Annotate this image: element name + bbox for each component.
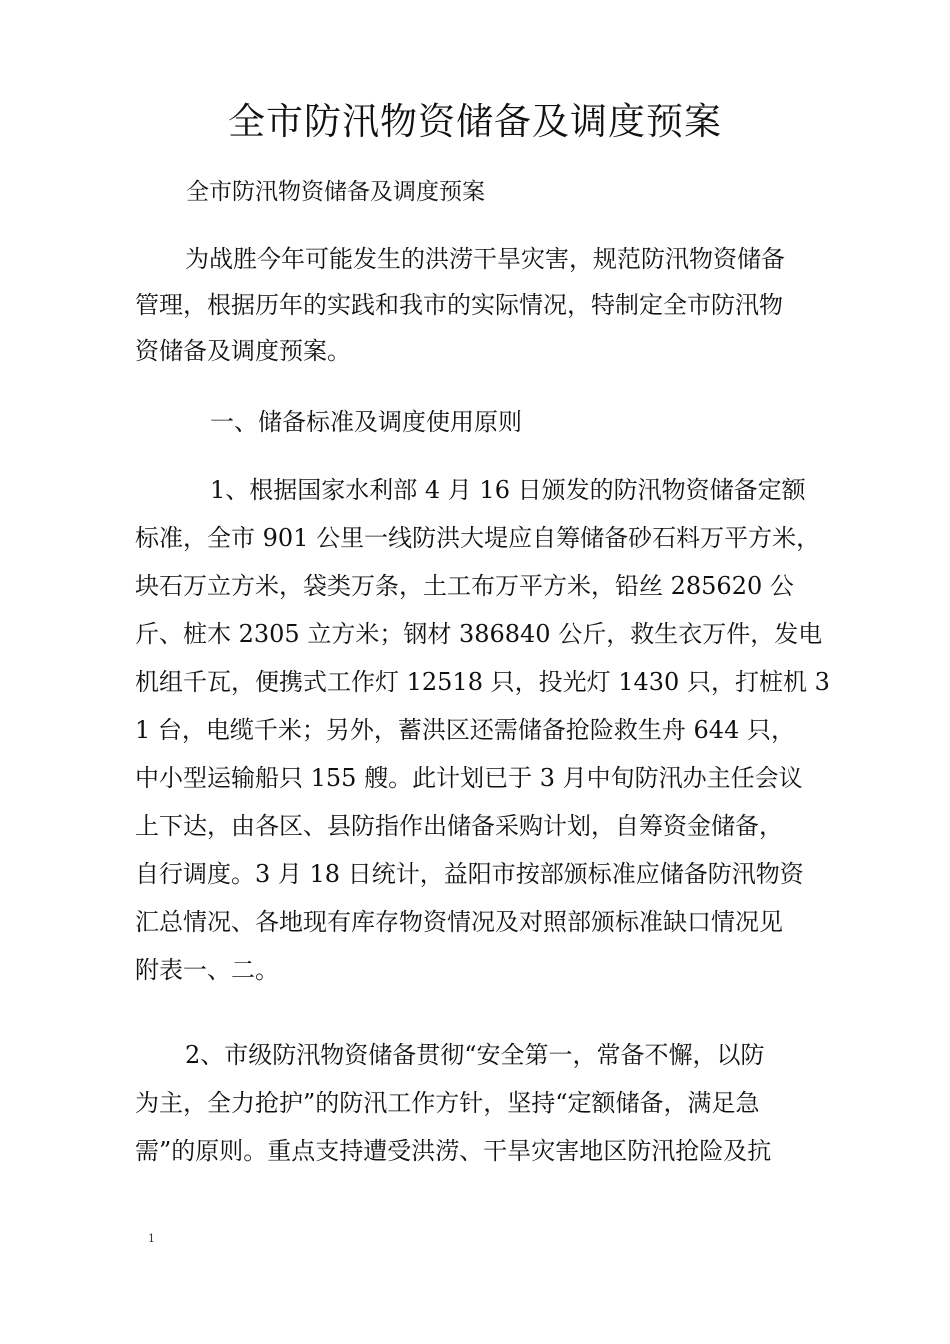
item-1-line: 上下达，由各区、县防指作出储备采购计划，自筹资金储备， [135,812,783,840]
item-2-line: 需”的原则。重点支持遭受洪涝、干旱灾害地区防汛抢险及抗 [135,1137,772,1165]
item-1-line: 汇总情况、各地现有库存物资情况及对照部颁标准缺口情况见 [135,908,783,936]
intro-line: 为战胜今年可能发生的洪涝干旱灾害，规范防汛物资储备 [185,245,785,273]
item-1-line: 1、根据国家水利部 4 月 16 日颁发的防汛物资储备定额 [210,476,806,504]
item-1-line: 标准，全市 901 公里一线防洪大堤应自筹储备砂石料万平方米， [135,524,821,552]
item-2-paragraph [135,1031,835,1175]
item-1-line: 中小型运输船只 155 艘。此计划已于 3 月中旬防汛办主任会议 [135,764,803,792]
intro-paragraph [135,236,835,374]
page-number: 1 [148,1232,155,1245]
intro-line: 管理，根据历年的实践和我市的实际情况，特制定全市防汛物 [135,291,783,319]
document-title: 全市防汛物资储备及调度预案 [228,100,722,143]
item-1-line: 附表一、二。 [135,956,279,984]
item-1-line: 自行调度。3 月 18 日统计，益阳市按部颁标准应储备防汛物资 [135,860,804,888]
item-1-line: 机组千瓦，便携式工作灯 12518 只，投光灯 1430 只，打桩机 3 [135,668,830,696]
item-2-line: 2、市级防汛物资储备贯彻“安全第一，常备不懈，以防 [185,1041,765,1069]
section-heading: 一、储备标准及调度使用原则 [210,408,522,436]
item-2-line: 为主，全力抢护”的防汛工作方针，坚持“定额储备，满足急 [135,1089,760,1117]
item-1-line: 1 台，电缆千米；另外，蓄洪区还需储备抢险救生舟 644 只， [135,716,795,744]
item-1-line: 块石万立方米，袋类万条，土工布万平方米，铅丝 285620 公 [135,572,794,600]
intro-line: 资储备及调度预案。 [135,337,351,365]
item-1-line: 斤、桩木 2305 立方米；钢材 386840 公斤，救生衣万件，发电 [135,620,823,648]
item-1-paragraph [135,466,835,994]
document-subtitle: 全市防汛物资储备及调度预案 [186,179,485,205]
